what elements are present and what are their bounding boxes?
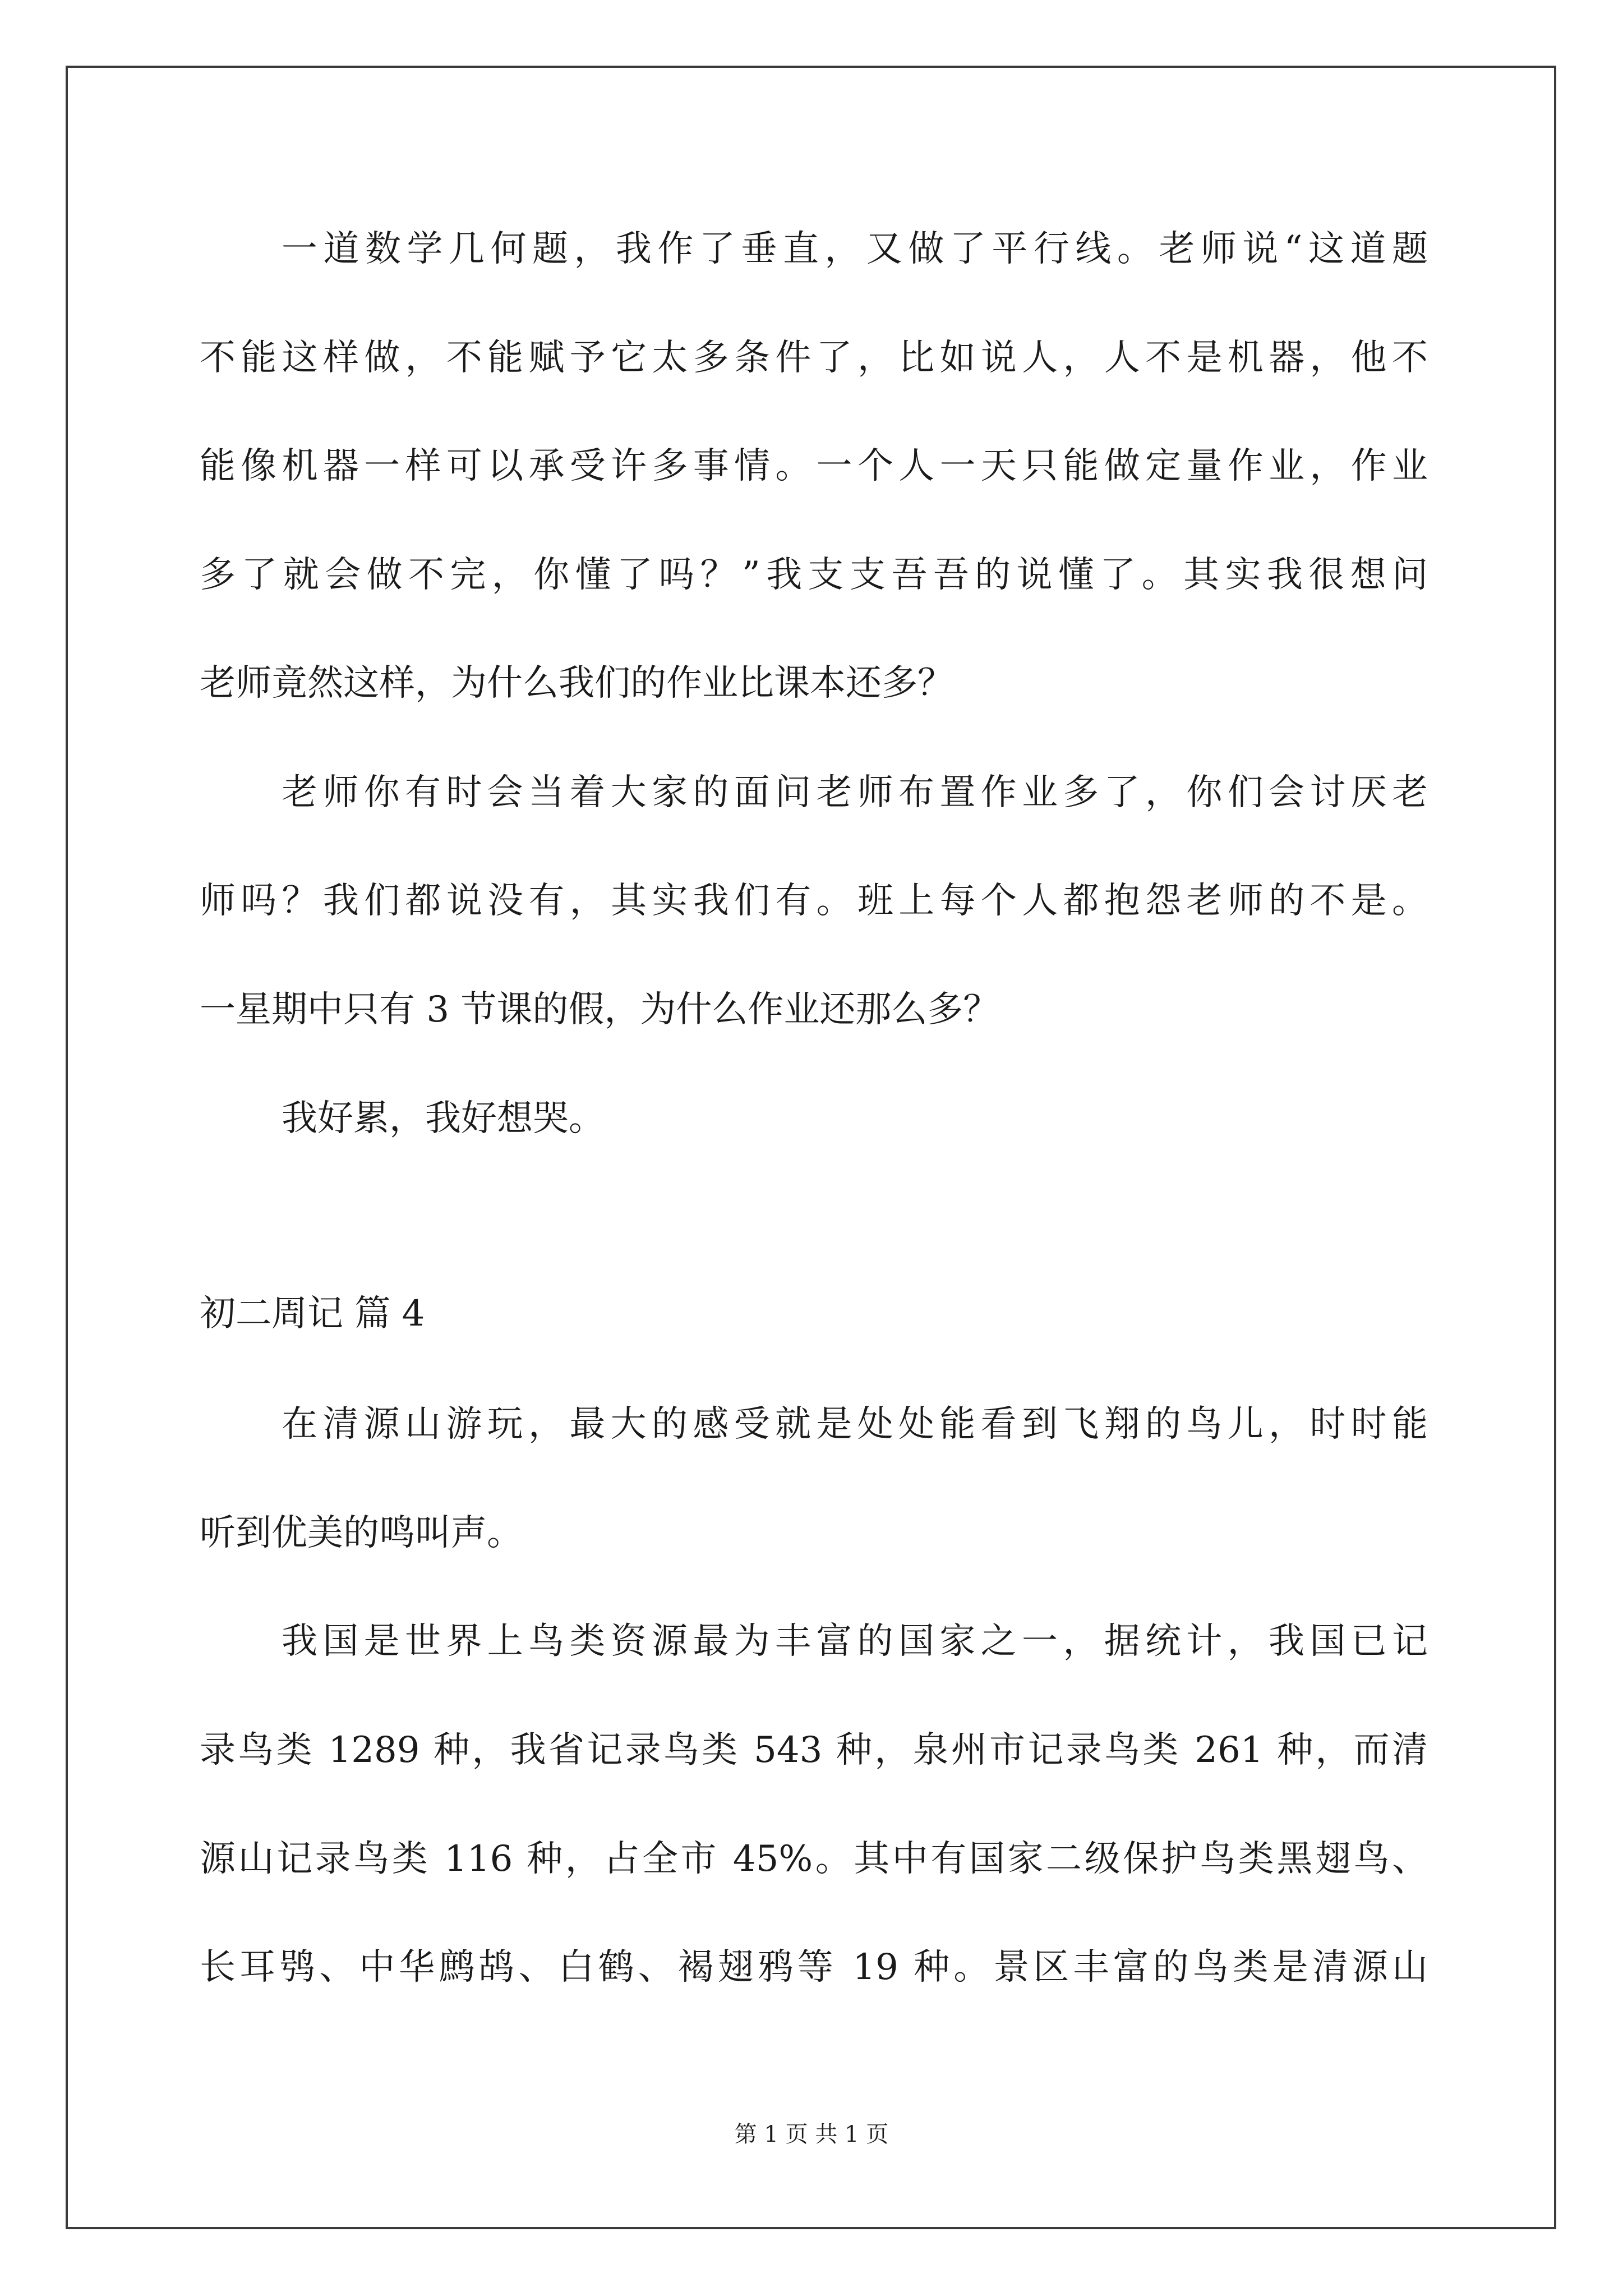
paragraph-line: 录鸟类 1289 种，我省记录鸟类 543 种，泉州市记录鸟类 261 种，而清: [200, 1729, 1428, 1771]
page-number-footer: 第 1 页 共 1 页: [734, 2122, 889, 2147]
paragraph-line: 师吗？我们都说没有，其实我们有。班上每个人都抱怨老师的不是。: [200, 880, 1428, 922]
paragraph-line: 我好累，我好想哭。: [282, 1098, 605, 1139]
paragraph-line: 不能这样做，不能赋予它太多条件了，比如说人，人不是机器，他不: [200, 337, 1428, 379]
paragraph-line: 老师你有时会当着大家的面问老师布置作业多了，你们会讨厌老: [282, 772, 1428, 813]
paragraph-line: 在清源山游玩，最大的感受就是处处能看到飞翔的鸟儿，时时能: [282, 1404, 1428, 1445]
paragraph-line: 听到优美的鸣叫声。: [200, 1512, 523, 1554]
paragraph-line: 我国是世界上鸟类资源最为丰富的国家之一，据统计，我国已记: [282, 1621, 1428, 1662]
page-border: [66, 66, 1556, 2229]
paragraph-line: 一星期中只有 3 节课的假，为什么作业还那么多？: [200, 989, 999, 1030]
paragraph-line: 能像机器一样可以承受许多事情。一个人一天只能做定量作业，作业: [200, 445, 1428, 487]
paragraph-line: 源山记录鸟类 116 种，占全市 45%。其中有国家二级保护鸟类黑翅鸟、: [200, 1838, 1428, 1880]
paragraph-line: 长耳鸮、中华鹧鸪、白鹤、褐翅鸦等 19 种。景区丰富的鸟类是清源山: [200, 1947, 1428, 1988]
section-heading: 初二周记 篇 4: [200, 1293, 425, 1335]
paragraph-line: 老师竟然这样，为什么我们的作业比课本还多？: [200, 662, 953, 704]
paragraph-line: 多了就会做不完，你懂了吗？”我支支吾吾的说懂了。其实我很想问: [200, 554, 1428, 596]
paragraph-line: 一道数学几何题，我作了垂直，又做了平行线。老师说“这道题: [282, 228, 1428, 270]
